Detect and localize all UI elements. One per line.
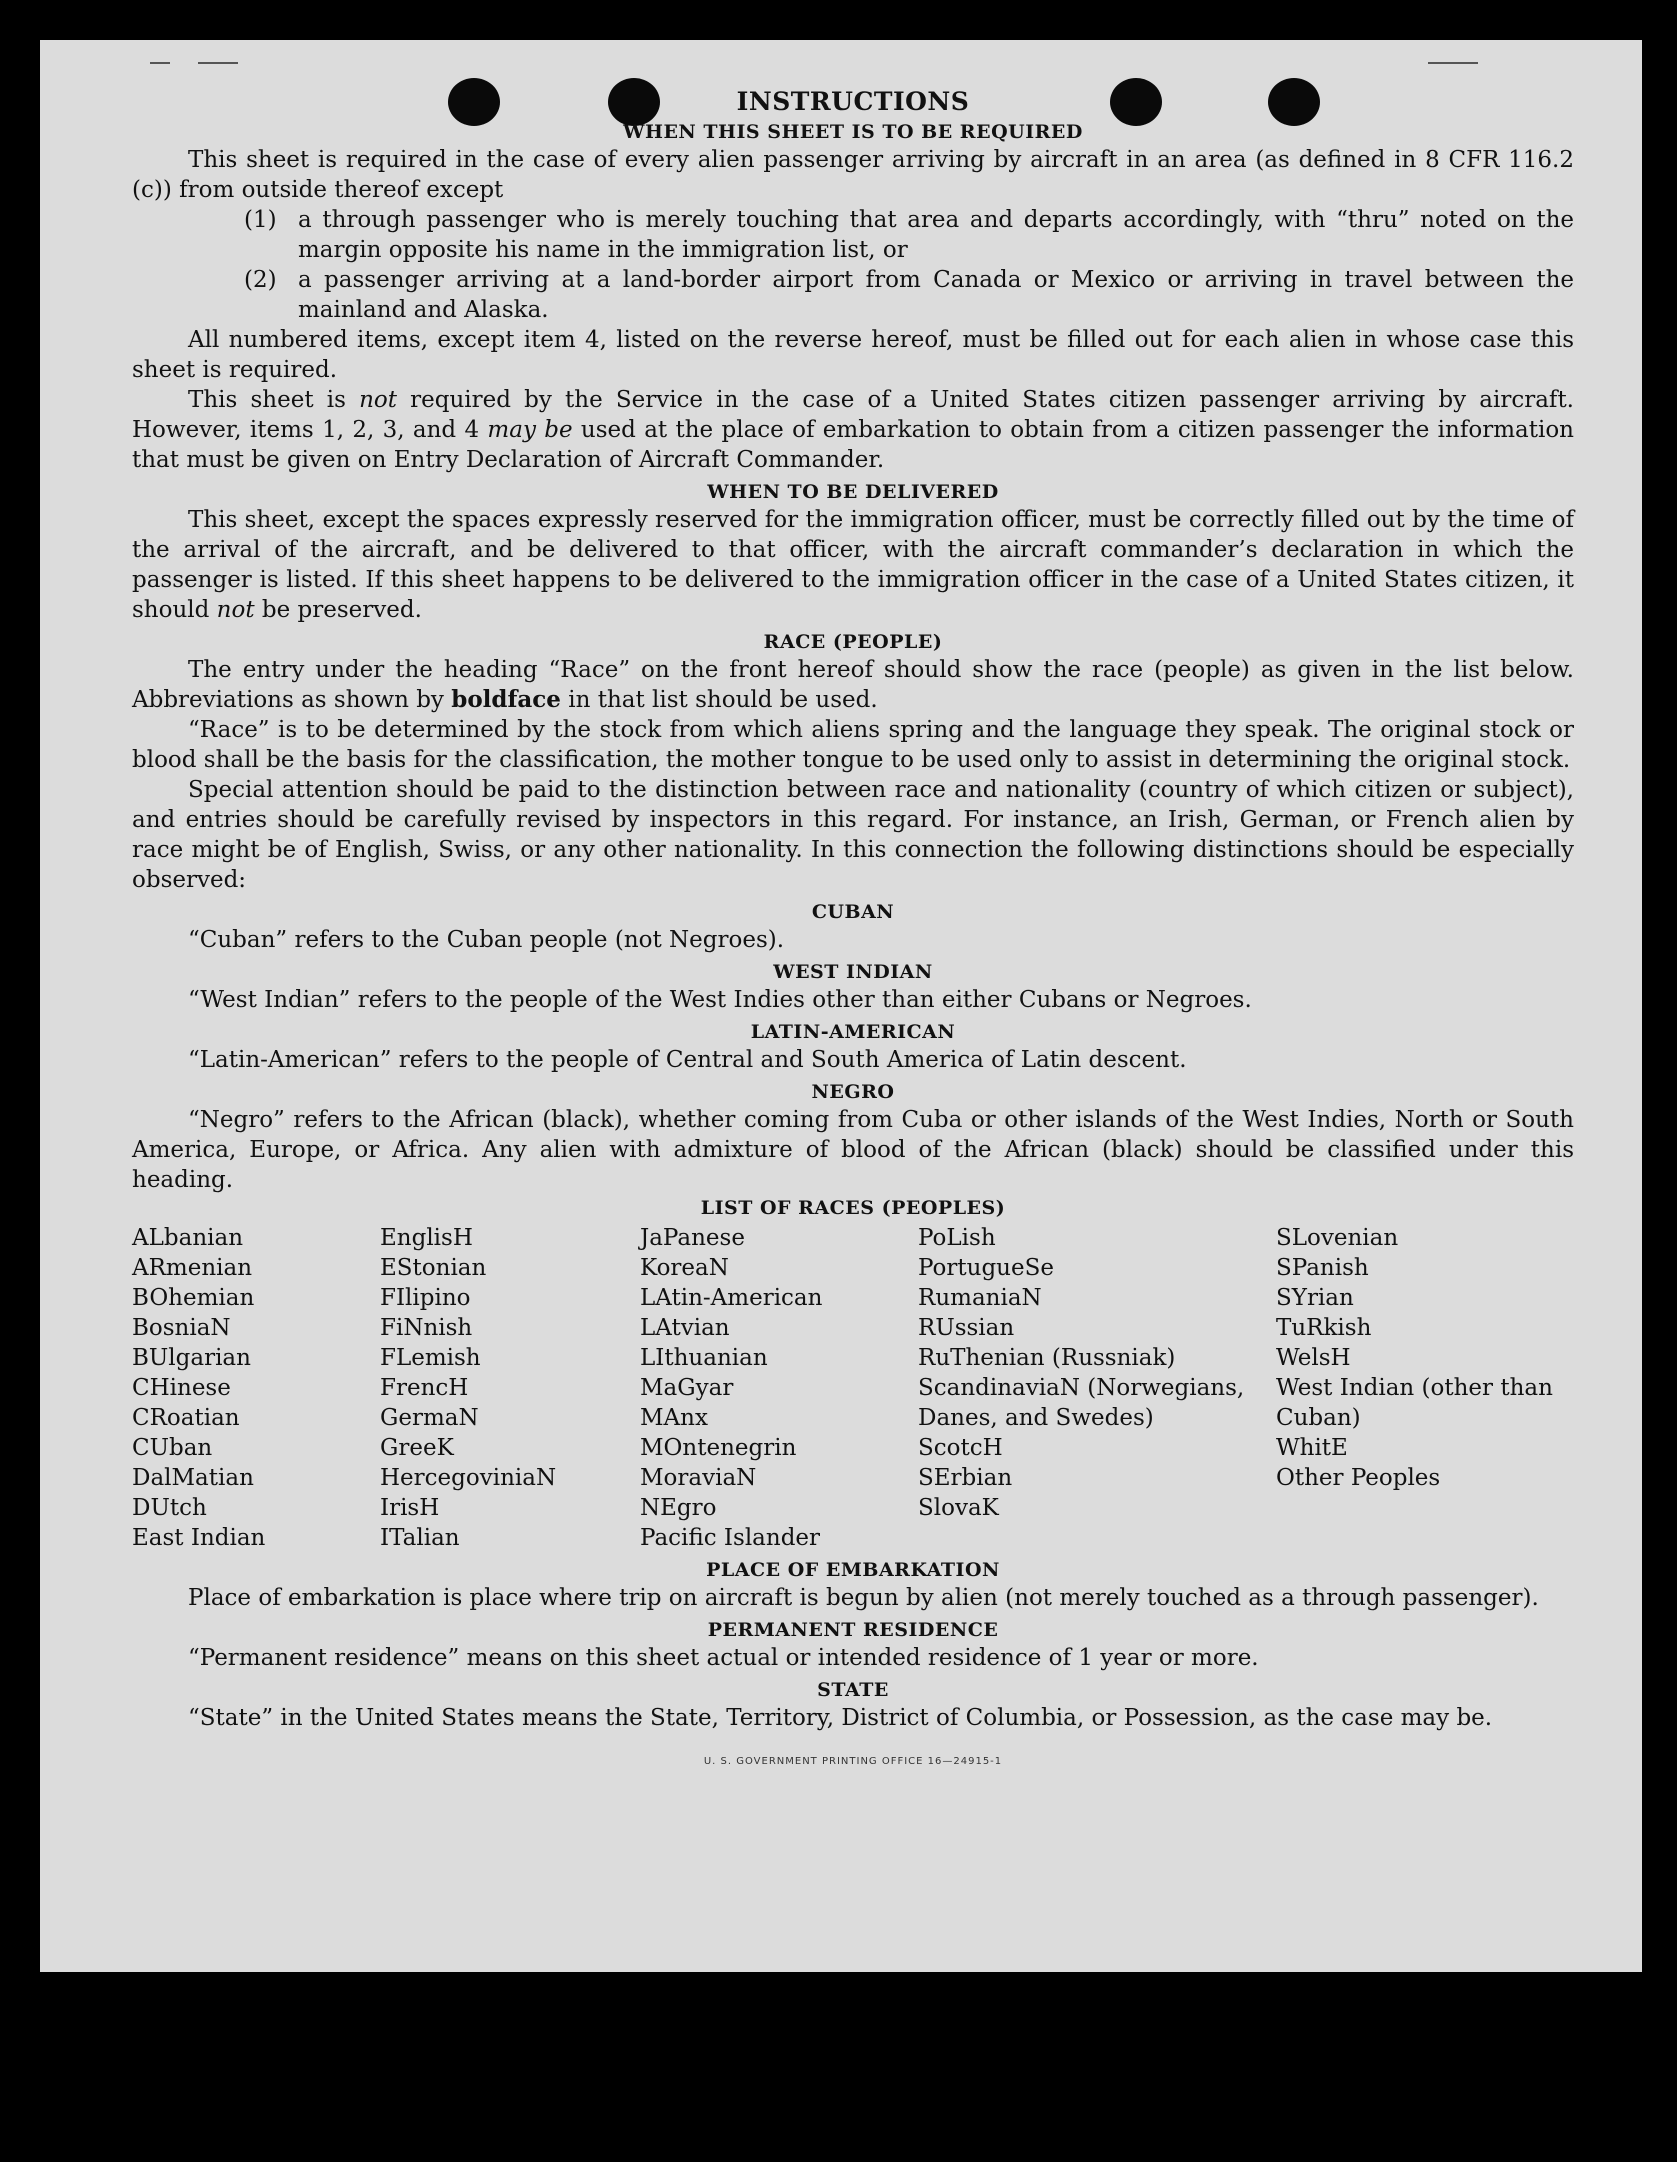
- race-item: MOntenegrin: [640, 1435, 797, 1461]
- section-heading-residence: PERMANENT RESIDENCE: [707, 1619, 999, 1641]
- race-item: PortugueSe: [918, 1255, 1054, 1281]
- race-item: BOhemian: [132, 1285, 255, 1311]
- race-item: RuThenian (Russniak): [918, 1345, 1176, 1371]
- paragraph: The entry under the heading “Race” on the front hereof should show the race (people) as given in the list below. Abbreviations as shown by boldface in that list should be used.: [132, 657, 1574, 713]
- paragraph: This sheet, except the spaces expressly reserved for the immigration officer, must be correctly filled out by the time of the arrival of the aircraft, and be delivered to that officer, with the aircraft commander’s declaration in which the passenger is listed. If this sheet happens to be delivered to the immigration officer in the case of a United States citizen, it should not be preserved.: [132, 507, 1574, 623]
- paragraph: “Cuban” refers to the Cuban people (not Negroes).: [188, 927, 785, 953]
- race-item: LAtin-American: [640, 1285, 823, 1311]
- race-item: FIlipino: [380, 1285, 471, 1311]
- races-column-3: [640, 1223, 918, 1553]
- list-number: (2): [244, 267, 277, 293]
- race-item: TuRkish: [1276, 1315, 1372, 1341]
- section-heading-race: RACE (PEOPLE): [763, 631, 943, 653]
- race-item: ScotcH: [918, 1435, 1003, 1461]
- paragraph: “Latin-American” refers to the people of Central and South America of Latin descent.: [188, 1047, 1187, 1073]
- race-item: MoraviaN: [640, 1465, 757, 1491]
- list-text: a through passenger who is merely touching that area and departs accordingly, with “thru” noted on the margin opposite his name in the immigration list, or: [298, 207, 1574, 263]
- list-text: a passenger arriving at a land-border airport from Canada or Mexico or arriving in travel between the mainland and Alaska.: [298, 267, 1574, 323]
- page-title: INSTRUCTIONS: [736, 87, 970, 116]
- race-item: JaPanese: [640, 1225, 745, 1251]
- races-column-1: [132, 1223, 380, 1553]
- paragraph: “Negro” refers to the African (black), whether coming from Cuba or other islands of the West Indies, North or South America, Europe, or Africa. Any alien with admixture of blood of the African (black) should be classified under this heading.: [132, 1107, 1574, 1193]
- race-item: RUssian: [918, 1315, 1015, 1341]
- scan-mark: [1428, 62, 1478, 64]
- race-item: DalMatian: [132, 1465, 254, 1491]
- document-sheet: [40, 40, 1642, 1972]
- race-item: ScandinaviaN (Norwegians, Danes, and Swedes): [918, 1375, 1245, 1431]
- paragraph: “Permanent residence” means on this sheet actual or intended residence of 1 year or more.: [188, 1645, 1259, 1671]
- paragraph: “Race” is to be determined by the stock from which aliens spring and the language they speak. The original stock or blood shall be the basis for the classification, the mother tongue to be used only to assist in determining the original stock.: [132, 717, 1574, 773]
- race-item: EnglisH: [380, 1225, 473, 1251]
- race-item: KoreaN: [640, 1255, 729, 1281]
- race-item: CUban: [132, 1435, 213, 1461]
- races-column-2: [380, 1223, 640, 1553]
- section-heading-west-indian: WEST INDIAN: [773, 961, 933, 983]
- race-item: FrencH: [380, 1375, 469, 1401]
- race-item: RumaniaN: [918, 1285, 1042, 1311]
- race-item: LAtvian: [640, 1315, 730, 1341]
- race-item: GermaN: [380, 1405, 479, 1431]
- section-heading-embarkation: PLACE OF EMBARKATION: [706, 1559, 1000, 1581]
- paragraph: Special attention should be paid to the distinction between race and nationality (country of which citizen or subject), and entries should be carefully revised by inspectors in this regard. For instance, an Irish, German, or French alien by race might be of English, Swiss, or any other nationality. In this connection the following distinctions should be especially observed:: [132, 777, 1574, 893]
- race-item: BosniaN: [132, 1315, 231, 1341]
- scan-mark: [150, 62, 170, 64]
- race-item: CHinese: [132, 1375, 231, 1401]
- race-item: WelsH: [1276, 1345, 1351, 1371]
- scan-mark: [198, 62, 238, 64]
- race-item: LIthuanian: [640, 1345, 768, 1371]
- printer-imprint: U. S. GOVERNMENT PRINTING OFFICE 16—24915-1: [703, 1756, 1003, 1767]
- race-item: CRoatian: [132, 1405, 240, 1431]
- list-item: [132, 265, 1574, 325]
- section-heading-cuban: CUBAN: [811, 901, 895, 923]
- section-heading-required: WHEN THIS SHEET IS TO BE REQUIRED: [623, 121, 1083, 143]
- section-heading-latin-american: LATIN-AMERICAN: [750, 1021, 956, 1043]
- paragraph: This sheet is required in the case of every alien passenger arriving by aircraft in an area (as defined in 8 CFR 116.2 (c)) from outside thereof except: [132, 147, 1574, 203]
- race-item: PoLish: [918, 1225, 996, 1251]
- section-heading-delivered: WHEN TO BE DELIVERED: [707, 481, 999, 503]
- race-item: MaGyar: [640, 1375, 734, 1401]
- races-column-4: [918, 1223, 1276, 1553]
- race-item: FLemish: [380, 1345, 481, 1371]
- race-item: IrisH: [380, 1495, 440, 1521]
- section-heading-negro: NEGRO: [811, 1081, 895, 1103]
- race-item: East Indian: [132, 1525, 266, 1551]
- paragraph: “West Indian” refers to the people of the West Indies other than either Cubans or Negroes.: [188, 987, 1252, 1013]
- race-item: Pacific Islander: [640, 1525, 821, 1551]
- races-list: [132, 1223, 1574, 1553]
- section-heading-state: STATE: [817, 1679, 889, 1701]
- race-item: GreeK: [380, 1435, 454, 1461]
- race-item: FiNnish: [380, 1315, 473, 1341]
- race-item: DUtch: [132, 1495, 207, 1521]
- race-item: West Indian (other than Cuban): [1276, 1375, 1553, 1431]
- race-item: Other Peoples: [1276, 1465, 1441, 1491]
- race-item: SPanish: [1276, 1255, 1369, 1281]
- race-item: SLovenian: [1276, 1225, 1399, 1251]
- race-item: ARmenian: [132, 1255, 253, 1281]
- paragraph: All numbered items, except item 4, listed on the reverse hereof, must be filled out for each alien in whose case this sheet is required.: [132, 327, 1574, 383]
- paragraph: “State” in the United States means the State, Territory, District of Columbia, or Possession, as the case may be.: [188, 1705, 1493, 1731]
- instructions-content: [132, 85, 1574, 1777]
- race-item: WhitE: [1276, 1435, 1348, 1461]
- race-item: HercegoviniaN: [380, 1465, 557, 1491]
- race-item: SErbian: [918, 1465, 1013, 1491]
- race-item: ALbanian: [132, 1225, 244, 1251]
- race-item: SYrian: [1276, 1285, 1354, 1311]
- race-item: BUlgarian: [132, 1345, 251, 1371]
- race-item: NEgro: [640, 1495, 717, 1521]
- race-item: MAnx: [640, 1405, 708, 1431]
- paragraph: This sheet is not required by the Service in the case of a United States citizen passenger arriving by aircraft. However, items 1, 2, 3, and 4 may be used at the place of embarkation to obtain from a citizen passenger the information that must be given on Entry Declaration of Aircraft Commander.: [132, 387, 1574, 473]
- race-item: ITalian: [380, 1525, 460, 1551]
- section-heading-races-list: LIST OF RACES (PEOPLES): [700, 1197, 1006, 1219]
- list-item: [132, 205, 1574, 265]
- races-column-5: [1276, 1223, 1566, 1553]
- race-item: EStonian: [380, 1255, 487, 1281]
- list-number: (1): [244, 207, 277, 233]
- race-item: SlovaK: [918, 1495, 999, 1521]
- paragraph: Place of embarkation is place where trip on aircraft is begun by alien (not merely touched as a through passenger).: [188, 1585, 1539, 1611]
